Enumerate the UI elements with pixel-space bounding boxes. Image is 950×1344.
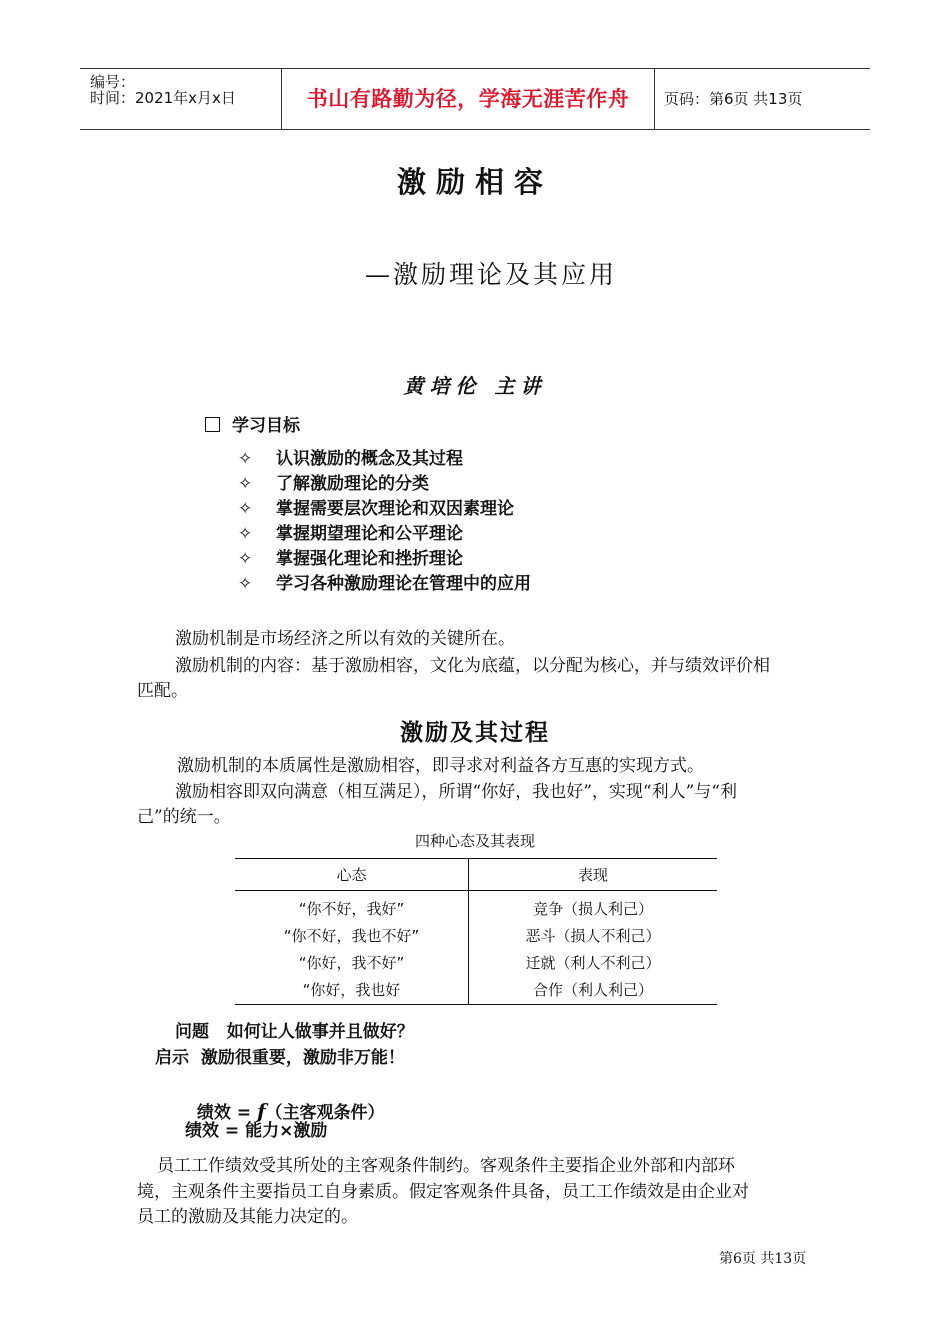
footer-page-number: 第6页 共13页 (719, 1251, 807, 1267)
checkbox-icon (205, 417, 220, 432)
four-point-star-icon: ✧ (238, 499, 253, 519)
header-motto-cell (281, 69, 655, 129)
four-point-star-icon: ✧ (238, 574, 253, 594)
closing-line-1: 员工工作绩效受其所处的主客观条件制约。客观条件主要指企业外部和内部环 (157, 1156, 735, 1176)
section-paragraph-2-line-1: 激励相容即双向满意（相互满足），所谓“你好，我也好”，实现“利人”与“利 (175, 782, 737, 802)
closing-line-2: 境，主观条件主要指员工自身素质。假定客观条件具备，员工工作绩效是由企业对 (137, 1182, 749, 1202)
header-page-number: 页码：第6页 共13页 (664, 90, 803, 108)
table-cell: “你好，我也好 (235, 976, 469, 1005)
table-row (235, 922, 717, 949)
table-cell: 竞争（损人利己） (532, 900, 653, 918)
list-item: ✧ 掌握需要层次理论和双因素理论 (238, 497, 531, 522)
list-item: ✧ 学习各种激励理论在管理中的应用 (238, 572, 531, 597)
hint-line: 启示 激励很重要，激励非万能！ (155, 1048, 405, 1068)
table-cell: “你不好，我好” (235, 891, 469, 923)
table-cell: 合作（利人利己） (469, 976, 718, 1005)
list-item: ✧ 掌握期望理论和公平理论 (238, 522, 531, 547)
table-cell: 恶斗（损人不利己） (525, 927, 661, 945)
closing-line-3: 员工的激励及其能力决定的。 (137, 1207, 358, 1227)
intro-paragraph-2-line-2: 匹配。 (137, 681, 188, 701)
table-cell: “你不好，我也不好” (235, 922, 469, 949)
page-subtitle: —激励理论及其应用 (365, 260, 618, 289)
page-title: 激励相容 (396, 165, 553, 199)
author-line: 黄培伦 主讲 (403, 374, 547, 398)
column-header: 表现 (469, 859, 718, 891)
header-page-cell (654, 69, 870, 129)
list-item: ✧ 了解激励理论的分类 (238, 472, 531, 497)
document-time: 时间：2021年x月x日 (90, 89, 236, 107)
four-point-star-icon: ✧ (238, 474, 253, 494)
function-symbol: f (256, 1099, 266, 1123)
header-meta (80, 69, 281, 129)
formula-1: 绩效 = f（主客观条件） (196, 1099, 385, 1123)
goals-heading-text: 学习目标 (232, 416, 300, 436)
four-point-star-icon: ✧ (238, 549, 253, 569)
intro-paragraph-2-line-1: 激励机制的内容：基于激励相容，文化为底蕴，以分配为核心，并与绩效评价相 (175, 656, 770, 676)
list-item: ✧ 掌握强化理论和挫折理论 (238, 547, 531, 572)
column-header: 心态 (235, 859, 469, 891)
intro-paragraph-1: 激励机制是市场经济之所以有效的关键所在。 (175, 629, 515, 649)
document-number: 编号： (90, 73, 136, 91)
table-row (235, 976, 717, 1005)
motto: 书山有路勤为径，学海无涯苦作舟 (306, 87, 630, 111)
section-paragraph-2-line-2: 己”的统一。 (137, 807, 231, 827)
section-heading: 激励及其过程 (400, 719, 550, 746)
four-point-star-icon: ✧ (238, 524, 253, 544)
four-point-star-icon: ✧ (238, 449, 253, 469)
section-paragraph-1: 激励机制的本质属性是激励相容，即寻求对利益各方互惠的实现方式。 (177, 756, 704, 776)
question-line: 问题 如何让人做事并且做好？ (175, 1022, 414, 1042)
table-cell: 迁就（利人不利己） (525, 954, 661, 972)
table-header-row (235, 859, 717, 891)
table-row (235, 891, 717, 923)
mindset-table (235, 858, 717, 1005)
page-header (80, 68, 870, 130)
table-row (235, 949, 717, 976)
table-cell: “你好，我不好” (235, 949, 469, 976)
list-item: ✧ 认识激励的概念及其过程 (238, 447, 531, 472)
table-caption: 四种心态及其表现 (414, 832, 535, 850)
goals-list (238, 447, 531, 597)
formula-2: 绩效 = 能力×激励 (185, 1121, 328, 1141)
goals-heading (205, 411, 300, 436)
